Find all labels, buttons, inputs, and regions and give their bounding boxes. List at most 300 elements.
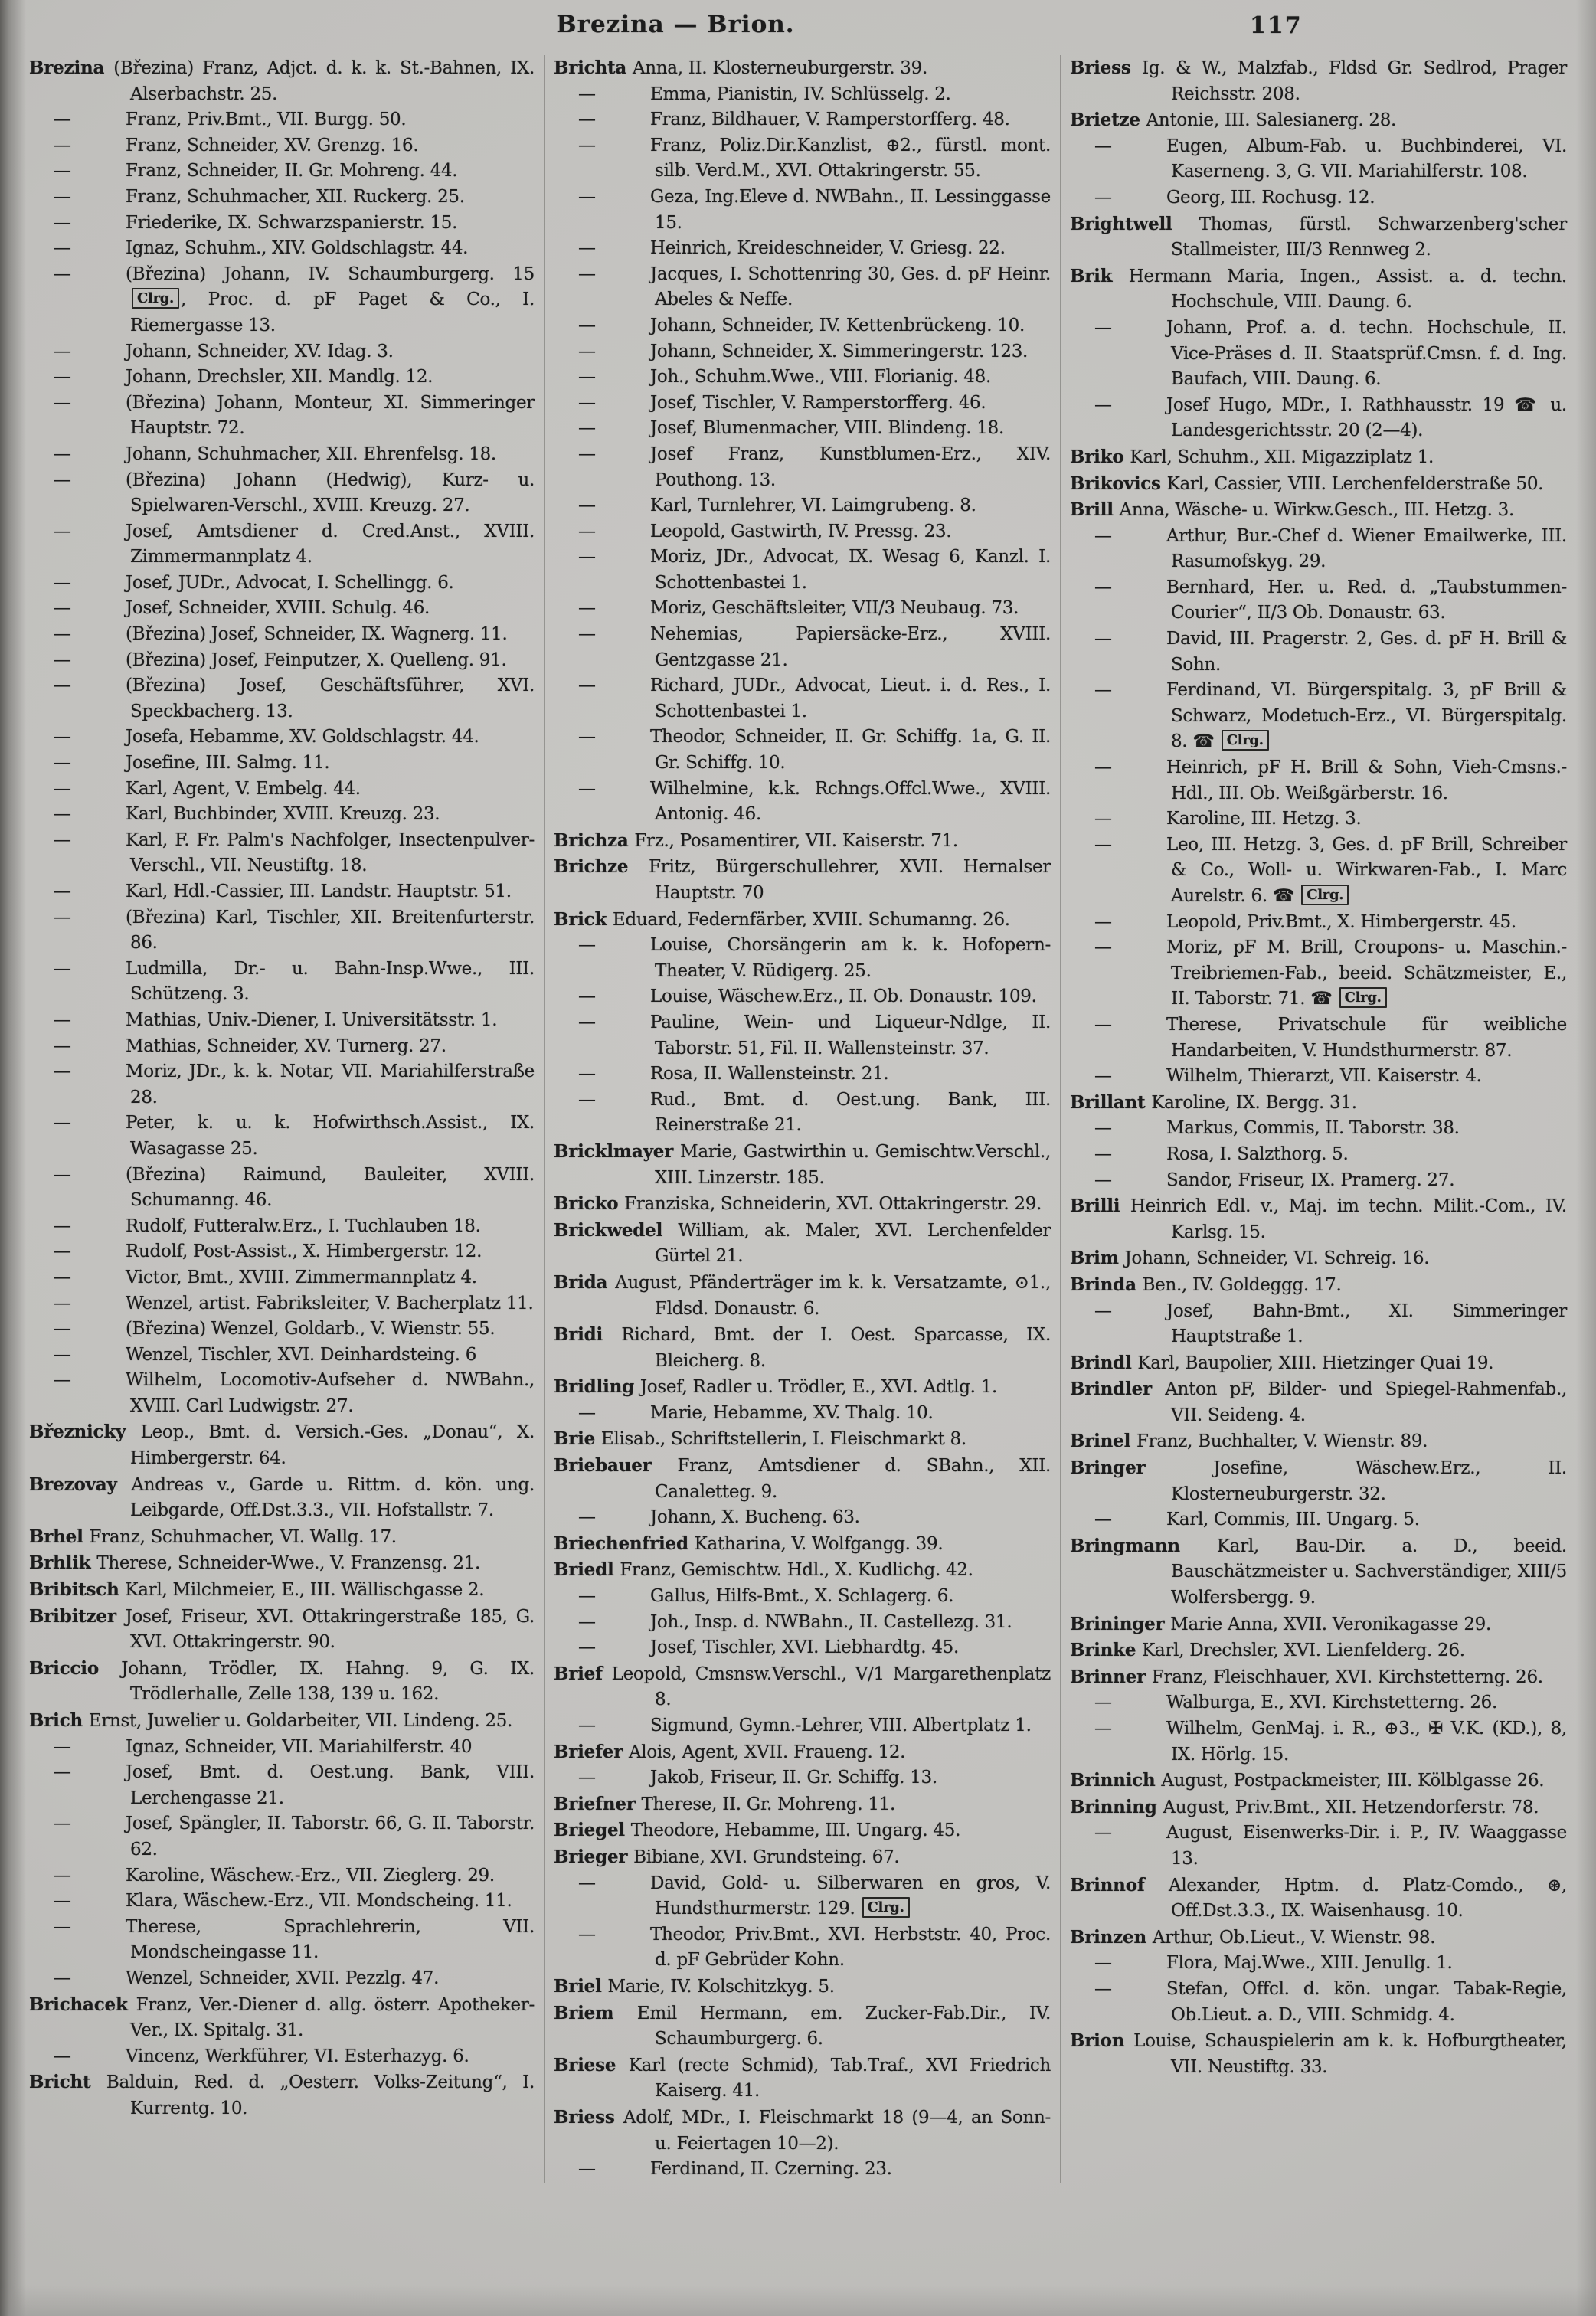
entry-surname: Brezovay <box>29 1474 132 1495</box>
ditto-dash: — <box>1094 394 1112 415</box>
directory-entry: Brilli Heinrich Edl. v., Maj. im techn. Milit.-Com., IV. Karlsg. 15. <box>1069 1196 1567 1242</box>
directory-entry: — Georg, III. Rochusg. 12. <box>1070 185 1567 211</box>
ditto-dash: — <box>577 341 596 361</box>
directory-entry: — Josef, Schneider, XVIII. Schulg. 46. <box>29 596 535 622</box>
directory-entry: Bridi Richard, Bmt. der I. Oest. Sparcasse, IX. Bleicherg. 8. <box>553 1324 1051 1371</box>
directory-entry: Brinda Ben., IV. Goldeggg. 17. <box>1069 1274 1342 1295</box>
ditto-dash: — <box>577 1873 596 1893</box>
directory-entry: — Karl, Agent, V. Embelg. 44. <box>29 777 535 803</box>
directory-entry: — Karl, Commis, III. Ungarg. 5. <box>1070 1507 1567 1533</box>
directory-entry: Brief Leopold, Cmsnsw.Verschl., V/1 Margarethenplatz 8. <box>553 1663 1051 1710</box>
ditto-dash: — <box>577 598 596 619</box>
entry-surname: Brillant <box>1069 1091 1152 1113</box>
directory-entry: — Josef, Tischler, XVI. Liebhardtg. 45. <box>554 1635 1051 1661</box>
ditto-dash: — <box>1094 577 1112 597</box>
directory-entry: Briess Adolf, MDr., I. Fleischmarkt 18 (9—4, an Sonn- u. Feiertagen 10—2). <box>553 2106 1051 2154</box>
clearing-mark: Clrg. <box>1339 987 1387 1008</box>
directory-entry: Brieger Bibiane, XVI. Grundsteing. 67. <box>553 1846 900 1867</box>
directory-entry: — David, Gold- u. Silberwaren en gros, V. Hundsthurmerstr. 129. Clrg. <box>554 1871 1051 1922</box>
directory-entry: — Ferdinand, VI. Bürgerspitalg. 3, pF Brill & Schwarz, Modetuch-Erz., VI. Bürgerspitalg. 8. ☎ Clrg. <box>1070 678 1567 755</box>
ditto-dash: — <box>54 392 71 413</box>
directory-entry: — (Březina) Josef, Geschäftsführer, XVI. Speckbacherg. 13. <box>29 673 535 725</box>
directory-entry: — Louise, Chorsängerin am k. k. Hofopern-Theater, V. Rüdigerg. 25. <box>554 933 1051 984</box>
ditto-dash: — <box>54 1814 71 1834</box>
directory-entry: — Franz, Priv.Bmt., VII. Burgg. 50. <box>29 107 535 133</box>
ditto-dash: — <box>1094 757 1112 778</box>
entry-surname: Briel <box>553 1975 608 1997</box>
directory-entry: Briese Karl (recte Schmid), Tab.Traf., XVI Friedrich Kaiserg. 41. <box>553 2054 1051 2102</box>
ditto-dash: — <box>54 676 71 696</box>
directory-entry: — Vincenz, Werkführer, VI. Esterhazyg. 6. <box>29 2044 535 2070</box>
ditto-dash: — <box>577 1507 596 1528</box>
directory-entry: — David, III. Pragerstr. 2, Ges. d. pF H. Brill & Sohn. <box>1070 626 1567 678</box>
ditto-dash: — <box>577 1064 596 1084</box>
entry-surname: Brieger <box>553 1846 634 1867</box>
entry-surname: Brill <box>1069 499 1120 521</box>
directory-entry: — Josef, JUDr., Advocat, I. Schellingg. 6. <box>29 571 535 597</box>
directory-entry: Briedl Franz, Gemischtw. Hdl., X. Kudlichg. 42. <box>553 1559 973 1581</box>
ditto-dash: — <box>54 1293 71 1313</box>
ditto-dash: — <box>577 1402 596 1423</box>
directory-entry: Brichacek Franz, Ver.-Diener d. allg. österr. Apotheker-Ver., IX. Spitalg. 31. <box>29 1994 535 2041</box>
directory-entry: — Josefa, Hebamme, XV. Goldschlagstr. 44. <box>29 725 535 751</box>
directory-entry: Briegel Theodore, Hebamme, III. Ungarg. 45. <box>553 1820 961 1841</box>
directory-entry: Brezina (Březina) Franz, Adjct. d. k. k. St.-Bahnen, IX. Alserbachstr. 25. <box>29 57 535 104</box>
ditto-dash: — <box>1094 187 1112 208</box>
ditto-dash: — <box>577 1089 596 1110</box>
directory-entry: Briem Emil Hermann, em. Zucker-Fab.Dir., IV. Schaumburgerg. 6. <box>553 2002 1051 2049</box>
directory-entry: Brickwedel William, ak. Maler, XVI. Lerchenfelder Gürtel 21. <box>553 1219 1051 1267</box>
ditto-dash: — <box>577 2159 596 2180</box>
directory-entry: — Theodor, Priv.Bmt., XVI. Herbststr. 40, Proc. d. pF Gebrüder Kohn. <box>554 1922 1051 1974</box>
ditto-dash: — <box>54 110 71 130</box>
ditto-dash: — <box>54 1344 71 1365</box>
ditto-dash: — <box>54 1035 71 1056</box>
entry-surname: Brik <box>1069 265 1129 286</box>
directory-entry: — Ferdinand, II. Czerning. 23. <box>554 2157 1051 2183</box>
directory-entry: Brichza Frz., Posamentirer, VII. Kaiserstr. 71. <box>553 829 958 851</box>
directory-entry: — Josefine, III. Salmg. 11. <box>29 751 535 777</box>
directory-entry: Brinel Franz, Buchhalter, V. Wienstr. 89. <box>1069 1431 1428 1452</box>
directory-entry: Brion Louise, Schauspielerin am k. k. Hofburgtheater, VII. Neustiftg. 33. <box>1069 2030 1567 2077</box>
directory-entry: — Sandor, Friseur, IX. Pramerg. 27. <box>1070 1168 1567 1194</box>
entry-surname: Brindler <box>1069 1379 1166 1400</box>
directory-entry: — Josef Franz, Kunstblumen-Erz., XIV. Pouthong. 13. <box>554 442 1051 493</box>
ditto-dash: — <box>577 935 596 956</box>
ditto-dash: — <box>577 547 596 568</box>
ditto-dash: — <box>1094 525 1112 546</box>
ditto-dash: — <box>1094 1143 1112 1164</box>
entry-surname: Briechenfried <box>553 1533 695 1554</box>
entry-surname: Brinnich <box>1069 1770 1162 1791</box>
directory-entry: — Leo, III. Hetzg. 3, Ges. d. pF Brill, Schreiber & Co., Woll- u. Wirkwaren-Fab., I. Marc Aurelstr. 6. ☎ Clrg. <box>1070 833 1567 910</box>
directory-entry: Bringmann Karl, Bau-Dir. a. D., beeid. Bauschätzmeister u. Sachverständiger, XIII/5 Wolfersbergg. 9. <box>1069 1535 1567 1608</box>
page-number: 117 <box>1250 12 1303 39</box>
ditto-dash: — <box>577 624 596 645</box>
directory-entry: — Johann, Schneider, X. Simmeringerstr. 123. <box>554 339 1051 365</box>
directory-entry: — Friederike, IX. Schwarzspanierstr. 15. <box>29 211 535 237</box>
directory-entry: — (Březina) Josef, Feinputzer, X. Quelleng. 91. <box>29 648 535 674</box>
page-header <box>28 11 1576 55</box>
entry-surname: Brichza <box>553 829 635 851</box>
entry-surname: Brininger <box>1069 1613 1171 1634</box>
entry-surname: Briko <box>1069 446 1130 467</box>
entry-surname: Brichta <box>553 57 633 78</box>
ditto-dash: — <box>577 1611 596 1632</box>
ditto-dash: — <box>577 238 596 259</box>
ditto-dash: — <box>1094 1719 1112 1739</box>
directory-entry: — Rosa, I. Salzthorg. 5. <box>1070 1142 1567 1168</box>
ditto-dash: — <box>577 778 596 799</box>
directory-entry: — Josef, Bahn-Bmt., XI. Simmeringer Hauptstraße 1. <box>1070 1299 1567 1350</box>
entry-surname: Briefer <box>553 1741 629 1762</box>
directory-entry: — Franz, Bildhauer, V. Ramperstorfferg. 48. <box>554 107 1051 133</box>
directory-entry: — Karl, F. Fr. Palm's Nachfolger, Insectenpulver-Verschl., VII. Neustiftg. 18. <box>29 828 535 879</box>
entry-surname: Briefner <box>553 1793 642 1814</box>
entry-surname: Brion <box>1069 2030 1134 2052</box>
entry-surname: Bringmann <box>1069 1535 1217 1556</box>
directory-entry: — Flora, Maj.Wwe., XIII. Jenullg. 1. <box>1070 1951 1567 1977</box>
directory-entry: — Bernhard, Her. u. Red. d. „Taubstummen-Courier“, II/3 Ob. Donaustr. 63. <box>1070 575 1567 626</box>
directory-entry: — Mathias, Schneider, XV. Turnerg. 27. <box>29 1034 535 1060</box>
directory-entry: Brich Ernst, Juwelier u. Goldarbeiter, VII. Lindeng. 25. <box>29 1710 513 1731</box>
entry-surname: Brindl <box>1069 1352 1138 1373</box>
directory-entry: — Peter, k. u. k. Hofwirthsch.Assist., IX. Wasagasse 25. <box>29 1111 535 1162</box>
ditto-dash: — <box>54 263 71 284</box>
directory-entry: Brikovics Karl, Cassier, VIII. Lerchenfelderstraße 50. <box>1069 473 1544 494</box>
clearing-mark: Clrg. <box>1301 885 1349 905</box>
directory-entry: — Arthur, Bur.-Chef d. Wiener Emailwerke, III. Rasumofskyg. 29. <box>1070 524 1567 575</box>
entry-surname: Brinel <box>1069 1431 1136 1452</box>
directory-entry: Brinnof Alexander, Hptm. d. Platz-Comdo., ⊛, Off.Dst.3.3., IX. Waisenhausg. 10. <box>1069 1874 1567 1922</box>
directory-entry: Briefner Therese, II. Gr. Mohreng. 11. <box>553 1793 896 1814</box>
directory-entry: — Victor, Bmt., XVIII. Zimmermannplatz 4. <box>29 1265 535 1291</box>
directory-entry: — Mathias, Univ.-Diener, I. Universitätsstr. 1. <box>29 1008 535 1034</box>
ditto-dash: — <box>1094 1118 1112 1139</box>
directory-entry: Brhel Franz, Schuhmacher, VI. Wallg. 17. <box>29 1526 397 1547</box>
directory-entry: — Rosa, II. Wallensteinstr. 21. <box>554 1062 1051 1088</box>
ditto-dash: — <box>54 649 71 670</box>
directory-entry: — Wilhelm, Thierarzt, VII. Kaiserstr. 4. <box>1070 1064 1567 1090</box>
ditto-dash: — <box>577 1924 596 1945</box>
directory-entry: — Franz, Schuhmacher, XII. Ruckerg. 25. <box>29 185 535 211</box>
entry-surname: Bricht <box>29 2072 106 2093</box>
directory-entry: — Sigmund, Gymn.-Lehrer, VIII. Albertplatz 1. <box>554 1713 1051 1739</box>
ditto-dash: — <box>577 135 596 155</box>
entry-surname: Brietze <box>1069 110 1146 131</box>
directory-entry: — Pauline, Wein- und Liqueur-Ndlge, II. Taborstr. 51, Fil. II. Wallensteinstr. 37. <box>554 1010 1051 1062</box>
directory-entry: Brininger Marie Anna, XVII. Veronikagasse 29. <box>1069 1613 1491 1634</box>
directory-entry: Brinner Franz, Fleischhauer, XVI. Kirchstetterng. 26. <box>1069 1666 1543 1687</box>
directory-column-2 <box>544 55 1060 2183</box>
ditto-dash: — <box>54 212 71 233</box>
ditto-dash: — <box>54 1865 71 1886</box>
ditto-dash: — <box>54 1891 71 1912</box>
directory-entry: — (Březina) Raimund, Bauleiter, XVIII. Schumanng. 46. <box>29 1163 535 1214</box>
directory-entry: Bribitsch Karl, Milchmeier, E., III. Wällischgasse 2. <box>29 1579 485 1601</box>
directory-entry: — Karl, Buchbinder, XVIII. Kreuzg. 23. <box>29 802 535 828</box>
directory-entry: Bribitzer Josef, Friseur, XVI. Ottakringerstraße 185, G. XVI. Ottakringerstr. 90. <box>29 1605 535 1653</box>
ditto-dash: — <box>1094 1953 1112 1974</box>
directory-entry: Brichta Anna, II. Klosterneuburgerstr. 39. <box>553 57 927 78</box>
directory-entry: — Josef, Blumenmacher, VIII. Blindeng. 18. <box>554 416 1051 442</box>
directory-entry: — Eugen, Album-Fab. u. Buchbinderei, VI. Kaserneng. 3, G. VII. Mariahilferstr. 108. <box>1070 134 1567 185</box>
directory-entry: — Johann, X. Bucheng. 63. <box>554 1505 1051 1531</box>
directory-entry: — Richard, JUDr., Advocat, Lieut. i. d. Res., I. Schottenbastei 1. <box>554 673 1051 725</box>
ditto-dash: — <box>54 1968 71 1988</box>
entry-surname: Bridling <box>553 1376 640 1398</box>
ditto-dash: — <box>577 263 596 284</box>
directory-entry: — (Březina) Josef, Schneider, IX. Wagnerg. 11. <box>29 622 535 648</box>
directory-entry: — Therese, Sprachlehrerin, VII. Mondscheingasse 11. <box>29 1915 535 1966</box>
ditto-dash: — <box>577 496 596 516</box>
entry-surname: Briedl <box>553 1559 620 1581</box>
entry-surname: Brie <box>553 1428 601 1450</box>
directory-entry: — Ludmilla, Dr.- u. Bahn-Insp.Wwe., III. Schützeng. 3. <box>29 957 535 1008</box>
ditto-dash: — <box>54 958 71 979</box>
directory-entry: Brindl Karl, Baupolier, XIII. Hietzinger Quai 19. <box>1069 1352 1494 1373</box>
ditto-dash: — <box>577 1586 596 1607</box>
ditto-dash: — <box>577 392 596 413</box>
directory-entry: — Heinrich, pF H. Brill & Sohn, Vieh-Cmsns.-Hdl., III. Ob. Weißgärberstr. 16. <box>1070 755 1567 806</box>
entry-surname: Březnicky <box>29 1421 141 1443</box>
ditto-dash: — <box>54 443 71 464</box>
ditto-dash: — <box>54 186 71 207</box>
directory-entry: Brietze Antonie, III. Salesianerg. 28. <box>1069 110 1397 131</box>
directory-entry: — Moriz, Geschäftsleiter, VII/3 Neubaug. 73. <box>554 596 1051 622</box>
directory-entry: — (Březina) Karl, Tischler, XII. Breitenfurterstr. 86. <box>29 905 535 957</box>
ditto-dash: — <box>577 521 596 541</box>
clearing-mark: Clrg. <box>1222 730 1269 751</box>
directory-entry: — Karl, Turnlehrer, VI. Laimgrubeng. 8. <box>554 493 1051 519</box>
ditto-dash: — <box>577 443 596 464</box>
directory-entry: — Johann, Schneider, XV. Idag. 3. <box>29 339 535 365</box>
entry-surname: Brinke <box>1069 1640 1143 1661</box>
ditto-dash: — <box>1094 1693 1112 1713</box>
directory-entry: — Josef, Amtsdiener d. Cred.Anst., XVIII. Zimmermannplatz 4. <box>29 519 535 571</box>
directory-entry: Briel Marie, IV. Kolschitzkyg. 5. <box>553 1975 835 1997</box>
running-title: Brezina — Brion. <box>556 11 795 38</box>
directory-entry: — (Březina) Wenzel, Goldarb., V. Wienstr. 55. <box>29 1317 535 1343</box>
directory-entry: — Heinrich, Kreideschneider, V. Griesg. 22. <box>554 236 1051 262</box>
ditto-dash: — <box>54 341 71 361</box>
directory-entry: — Wilhelm, Locomotiv-Aufseher d. NWBahn., XVIII. Carl Ludwigstr. 27. <box>29 1368 535 1419</box>
directory-entry: — Karl, Hdl.-Cassier, III. Landstr. Hauptstr. 51. <box>29 879 535 905</box>
directory-entry: — Franz, Schneider, II. Gr. Mohreng. 44. <box>29 159 535 185</box>
directory-entry: Brinke Karl, Drechsler, XVI. Lienfelderg. 26. <box>1069 1640 1465 1661</box>
ditto-dash: — <box>54 1062 71 1082</box>
directory-entry: — Rud., Bmt. d. Oest.ung. Bank, III. Reinerstraße 21. <box>554 1088 1051 1139</box>
directory-entry: Briefer Alois, Agent, XVII. Fraueng. 12. <box>553 1741 906 1762</box>
ditto-dash: — <box>1094 1066 1112 1087</box>
directory-entry: Bringer Josefine, Wäschew.Erz., II. Klosterneuburgerstr. 32. <box>1069 1457 1567 1504</box>
directory-entry: — Joh., Schuhm.Wwe., VIII. Florianig. 48. <box>554 365 1051 391</box>
directory-entry: Brinnich August, Postpackmeister, III. Kölblgasse 26. <box>1069 1770 1545 1791</box>
directory-entry: — Theodor, Schneider, II. Gr. Schiffg. 1a, G. II. Gr. Schiffg. 10. <box>554 725 1051 776</box>
directory-entry: Bricht Balduin, Red. d. „Oesterr. Volks-Zeitung“, I. Kurrentg. 10. <box>29 2072 535 2118</box>
ditto-dash: — <box>54 598 71 619</box>
directory-entry: — Johann, Schuhmacher, XII. Ehrenfelsg. 18. <box>29 442 535 468</box>
directory-entry: — Jacques, I. Schottenring 30, Ges. d. pF Heinr. Abeles & Neffe. <box>554 262 1051 313</box>
directory-entry: — Marie, Hebamme, XV. Thalg. 10. <box>554 1401 1051 1427</box>
ditto-dash: — <box>1094 1169 1112 1190</box>
entry-surname: Brida <box>553 1271 616 1293</box>
directory-entry: — Wilhelmine, k.k. Rchngs.Offcl.Wwe., XVIII. Antonig. 46. <box>554 777 1051 828</box>
directory-entry: — Josef, Tischler, V. Ramperstorfferg. 46. <box>554 391 1051 417</box>
entry-surname: Bricko <box>553 1193 625 1215</box>
directory-entry: — (Březina) Johann (Hedwig), Kurz- u. Spielwaren-Verschl., XVIII. Kreuzg. 27. <box>29 468 535 519</box>
ditto-dash: — <box>54 727 71 747</box>
entry-surname: Brick <box>553 908 613 930</box>
ditto-dash: — <box>577 1012 596 1032</box>
ditto-dash: — <box>1094 1014 1112 1035</box>
entry-surname: Bribitzer <box>29 1605 126 1627</box>
ditto-dash: — <box>54 882 71 901</box>
ditto-dash: — <box>54 2046 71 2066</box>
entry-surname: Bricklmayer <box>553 1140 681 1162</box>
directory-entry: — Wenzel, artist. Fabriksleiter, V. Bacherplatz 11. <box>29 1291 535 1317</box>
directory-entry: Brhlik Therese, Schneider-Wwe., V. Franzensg. 21. <box>29 1552 481 1574</box>
entry-surname: Bribitsch <box>29 1579 126 1601</box>
directory-entry: Brezovay Andreas v., Garde u. Rittm. d. kön. ung. Leibgarde, Off.Dst.3.3., VII. Hofstallstr. 7. <box>29 1474 535 1521</box>
ditto-dash: — <box>577 315 596 335</box>
directory-entry: — Leopold, Gastwirth, IV. Pressg. 23. <box>554 519 1051 545</box>
ditto-dash: — <box>1094 834 1112 855</box>
directory-entry: Bridling Josef, Radler u. Trödler, E., XVI. Adtlg. 1. <box>553 1376 998 1398</box>
directory-entry: — Johann, Schneider, IV. Kettenbrückeng. 10. <box>554 313 1051 339</box>
directory-entry: Brik Hermann Maria, Ingen., Assist. a. d. techn. Hochschule, VIII. Daung. 6. <box>1069 265 1567 312</box>
ditto-dash: — <box>577 83 596 104</box>
directory-entry: — Emma, Pianistin, IV. Schlüsselg. 2. <box>554 82 1051 108</box>
directory-entry: — Klara, Wäschew.-Erz., VII. Mondscheing. 11. <box>29 1889 535 1915</box>
directory-entry: — Rudolf, Post-Assist., X. Himbergerstr. 12. <box>29 1239 535 1265</box>
entry-surname: Brilli <box>1069 1196 1130 1217</box>
ditto-dash: — <box>577 110 596 130</box>
directory-entry: Bricklmayer Marie, Gastwirthin u. Gemischtw.Verschl., XIII. Linzerstr. 185. <box>553 1140 1051 1188</box>
ditto-dash: — <box>54 1113 71 1133</box>
ditto-dash: — <box>54 1267 71 1287</box>
directory-entry: Brightwell Thomas, fürstl. Schwarzenberg'scher Stallmeister, III/3 Rennweg 2. <box>1069 213 1567 260</box>
entry-surname: Brinning <box>1069 1796 1163 1817</box>
entry-surname: Brhlik <box>29 1552 97 1574</box>
directory-entry: — Moriz, JDr., k. k. Notar, VII. Mariahilferstraße 28. <box>29 1059 535 1111</box>
ditto-dash: — <box>577 676 596 696</box>
directory-entry: — Josef, Bmt. d. Oest.ung. Bank, VIII. Lerchengasse 21. <box>29 1760 535 1811</box>
entry-surname: Brinner <box>1069 1666 1152 1687</box>
ditto-dash: — <box>54 1164 71 1185</box>
directory-entry: — August, Eisenwerks-Dir. i. P., IV. Waaggasse 13. <box>1070 1820 1567 1872</box>
directory-entry: Brim Johann, Schneider, VI. Schreig. 16. <box>1069 1248 1430 1269</box>
ditto-dash: — <box>1094 937 1112 958</box>
ditto-dash: — <box>1094 1978 1112 1999</box>
directory-entry: — Rudolf, Futteralw.Erz., I. Tuchlauben 18. <box>29 1214 535 1240</box>
entry-surname: Brhel <box>29 1526 90 1547</box>
directory-entry: — Moriz, JDr., Advocat, IX. Wesag 6, Kanzl. I. Schottenbastei 1. <box>554 545 1051 596</box>
directory-entry: — Josef Hugo, MDr., I. Rathhausstr. 19 ☎ u. Landesgerichtsstr. 20 (2—4). <box>1070 393 1567 444</box>
entry-surname: Brinnof <box>1069 1874 1169 1896</box>
directory-entry: — Joh., Insp. d. NWBahn., II. Castellezg. 31. <box>554 1610 1051 1636</box>
directory-entry: — Johann, Prof. a. d. techn. Hochschule, II. Vice-Präses d. II. Staatsprüf.Cmsn. f. d. Ing. Baufach, VIII. Daung. 6. <box>1070 316 1567 393</box>
ditto-dash: — <box>577 727 596 747</box>
entry-surname: Brikovics <box>1069 473 1167 494</box>
directory-entry: Briko Karl, Schuhm., XII. Migazziplatz 1. <box>1069 446 1434 467</box>
entry-surname: Briese <box>553 2054 629 2076</box>
entry-surname: Bridi <box>553 1324 622 1346</box>
directory-entry: — (Březina) Johann, IV. Schaumburgerg. 15 Clrg. , Proc. d. pF Paget & Co., I. Riemergasse 13. <box>29 262 535 339</box>
ditto-dash: — <box>1094 1510 1112 1530</box>
entry-surname: Brim <box>1069 1248 1125 1269</box>
ditto-dash: — <box>54 804 71 825</box>
ditto-dash: — <box>1094 1823 1112 1843</box>
directory-entry: — Karoline, III. Hetzg. 3. <box>1070 806 1567 833</box>
directory-entry: Brindler Anton pF, Bilder- und Spiegel-Rahmenfab., VII. Seideng. 4. <box>1069 1379 1567 1425</box>
directory-entry: — Leopold, Priv.Bmt., X. Himbergerstr. 45. <box>1070 910 1567 936</box>
directory-entry: — Ignaz, Schneider, VII. Mariahilferstr. 40 <box>29 1735 535 1761</box>
ditto-dash: — <box>54 367 71 388</box>
ditto-dash: — <box>1094 911 1112 932</box>
ditto-dash: — <box>54 238 71 259</box>
ditto-dash: — <box>54 778 71 799</box>
directory-entry: Brida August, Pfänderträger im k. k. Versatzamte, ⊙1., Fldsd. Donaustr. 6. <box>553 1271 1051 1319</box>
entry-surname: Brightwell <box>1069 213 1199 234</box>
ditto-dash: — <box>1094 629 1112 649</box>
entry-surname: Brichacek <box>29 1994 136 2015</box>
directory-columns <box>28 55 1576 2183</box>
entry-surname: Briebauer <box>553 1455 678 1477</box>
ditto-dash: — <box>577 1716 596 1735</box>
directory-entry: — Wilhelm, GenMaj. i. R., ⊕3., ✠ V.K. (KD.), 8, IX. Hörlg. 15. <box>1070 1716 1567 1768</box>
directory-entry: — Markus, Commis, II. Taborstr. 38. <box>1070 1116 1567 1142</box>
directory-entry: — Franz, Poliz.Dir.Kanzlist, ⊕2., fürstl. mont. silb. Verd.M., XVI. Ottakringerstr. 55. <box>554 133 1051 185</box>
ditto-dash: — <box>577 367 596 388</box>
directory-entry: Brillant Karoline, IX. Bergg. 31. <box>1069 1091 1357 1113</box>
directory-entry: Briebauer Franz, Amtsdiener d. SBahn., XII. Canaletteg. 9. <box>553 1455 1051 1502</box>
directory-entry: Brie Elisab., Schriftstellerin, I. Fleischmarkt 8. <box>553 1428 966 1450</box>
directory-column-1 <box>28 55 544 2183</box>
entry-surname: Briegel <box>553 1820 631 1841</box>
directory-entry: — Walburga, E., XVI. Kirchstetterng. 26. <box>1070 1690 1567 1716</box>
entry-surname: Brickwedel <box>553 1219 679 1241</box>
directory-entry: — Stefan, Offcl. d. kön. ungar. Tabak-Regie, Ob.Lieut. a. D., VIII. Schmidg. 4. <box>1070 1977 1567 2028</box>
directory-entry: Bricko Franziska, Schneiderin, XVI. Ottakringerstr. 29. <box>553 1193 1042 1215</box>
entry-surname: Brinda <box>1069 1274 1143 1295</box>
ditto-dash: — <box>54 1736 71 1757</box>
directory-entry: Brinzen Arthur, Ob.Lieut., V. Wienstr. 98. <box>1069 1926 1436 1948</box>
entry-surname: Briccio <box>29 1657 122 1679</box>
ditto-dash: — <box>54 469 71 490</box>
clearing-mark: Clrg. <box>862 1897 910 1918</box>
ditto-dash: — <box>54 161 71 182</box>
directory-entry: — Louise, Wäschew.Erz., II. Ob. Donaustr. 109. <box>554 984 1051 1010</box>
directory-entry: — Therese, Privatschule für weibliche Handarbeiten, V. Hundsthurmerstr. 87. <box>1070 1012 1567 1064</box>
ditto-dash: — <box>577 1637 596 1658</box>
ditto-dash: — <box>54 135 71 155</box>
ditto-dash: — <box>1094 680 1112 701</box>
ditto-dash: — <box>54 1215 71 1236</box>
entry-surname: Brinzen <box>1069 1926 1153 1948</box>
directory-entry: — Geza, Ing.Eleve d. NWBahn., II. Lessinggasse 15. <box>554 185 1051 236</box>
directory-entry: Brinning August, Priv.Bmt., XII. Hetzendorferstr. 78. <box>1069 1796 1539 1817</box>
directory-entry: — Moriz, pF M. Brill, Croupons- u. Maschin.-Treibriemen-Fab., beeid. Schätzmeister, E., II. Taborstr. 71. ☎ Clrg. <box>1070 935 1567 1012</box>
ditto-dash: — <box>577 1768 596 1788</box>
ditto-dash: — <box>577 186 596 207</box>
ditto-dash: — <box>54 624 71 645</box>
ditto-dash: — <box>54 572 71 593</box>
entry-surname: Bringer <box>1069 1457 1214 1479</box>
directory-entry: — Johann, Drechsler, XII. Mandlg. 12. <box>29 365 535 391</box>
directory-entry: — Wenzel, Tischler, XVI. Deinhardsteing. 6 <box>29 1343 535 1369</box>
entry-surname: Brichze <box>553 856 649 878</box>
